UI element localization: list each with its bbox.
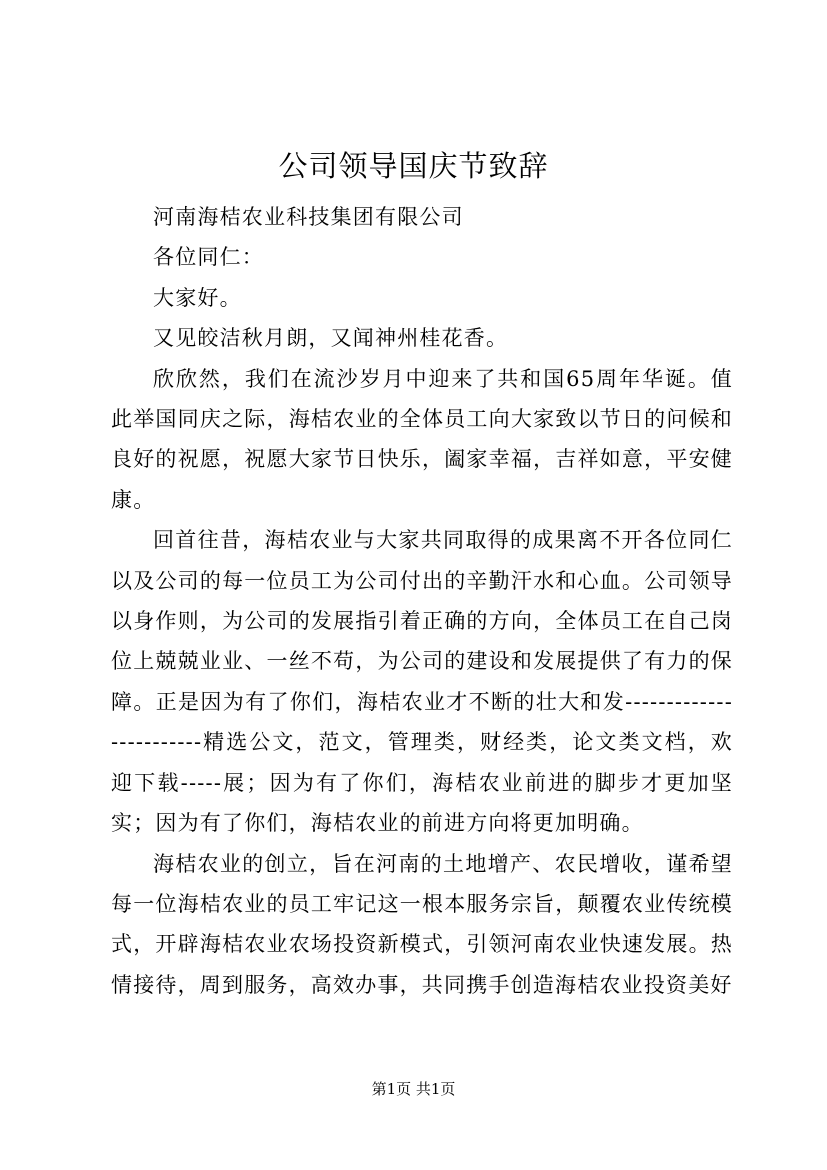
paragraph-poem: 又见皎洁秋月朗，又闻神州桂花香。 xyxy=(153,326,509,351)
paragraph-mission: 海桔农业的创立，旨在河南的土地增产、农民增收，谨希望每一位海桔农业的员工牢记这一根本服务宗旨，颠覆农业传统模式，开辟海桔农业农场投资新模式，引领河南农业快速发展。热情接待，周到服务，高效办事，共同携手创造海桔农业投资美好 xyxy=(111,851,733,997)
paragraph-greeting: 大家好。 xyxy=(153,285,242,310)
paragraph-retrospect: 回首往昔，海桔农业与大家共同取得的成果离不开各位同仁以及公司的每一位员工为公司付出的辛勤汗水和心血。公司领导以身作则，为公司的发展指引着正确的方向，全体员工在自己岗位上兢兢业业、一丝不苟，为公司的建设和发展提供了有力的保障。正是因为有了你们，海桔农业才不断的壮大和发------------------------精选公文，范文，管理类，财经类，论文类文档，欢迎下载-----展；因为有了你们，海桔农业前进的脚步才更加坚实；因为有了你们，海桔农业的前进方向将更加明确。 xyxy=(111,528,733,836)
paragraph-salutation: 各位同仁： xyxy=(153,245,264,270)
document-title: 公司领导国庆节致辞 xyxy=(278,149,549,183)
document-body xyxy=(111,197,733,1005)
paragraph-company: 河南海桔农业科技集团有限公司 xyxy=(153,205,464,229)
paragraph-anniversary: 欣欣然，我们在流沙岁月中迎来了共和国65周年华诞。值此举国同庆之际，海桔农业的全体员工向大家致以节日的问候和良好的祝愿，祝愿大家节日快乐，阖家幸福，吉祥如意，平安健康。 xyxy=(111,366,733,512)
page-footer: 第1页 共1页 xyxy=(371,1080,456,1098)
